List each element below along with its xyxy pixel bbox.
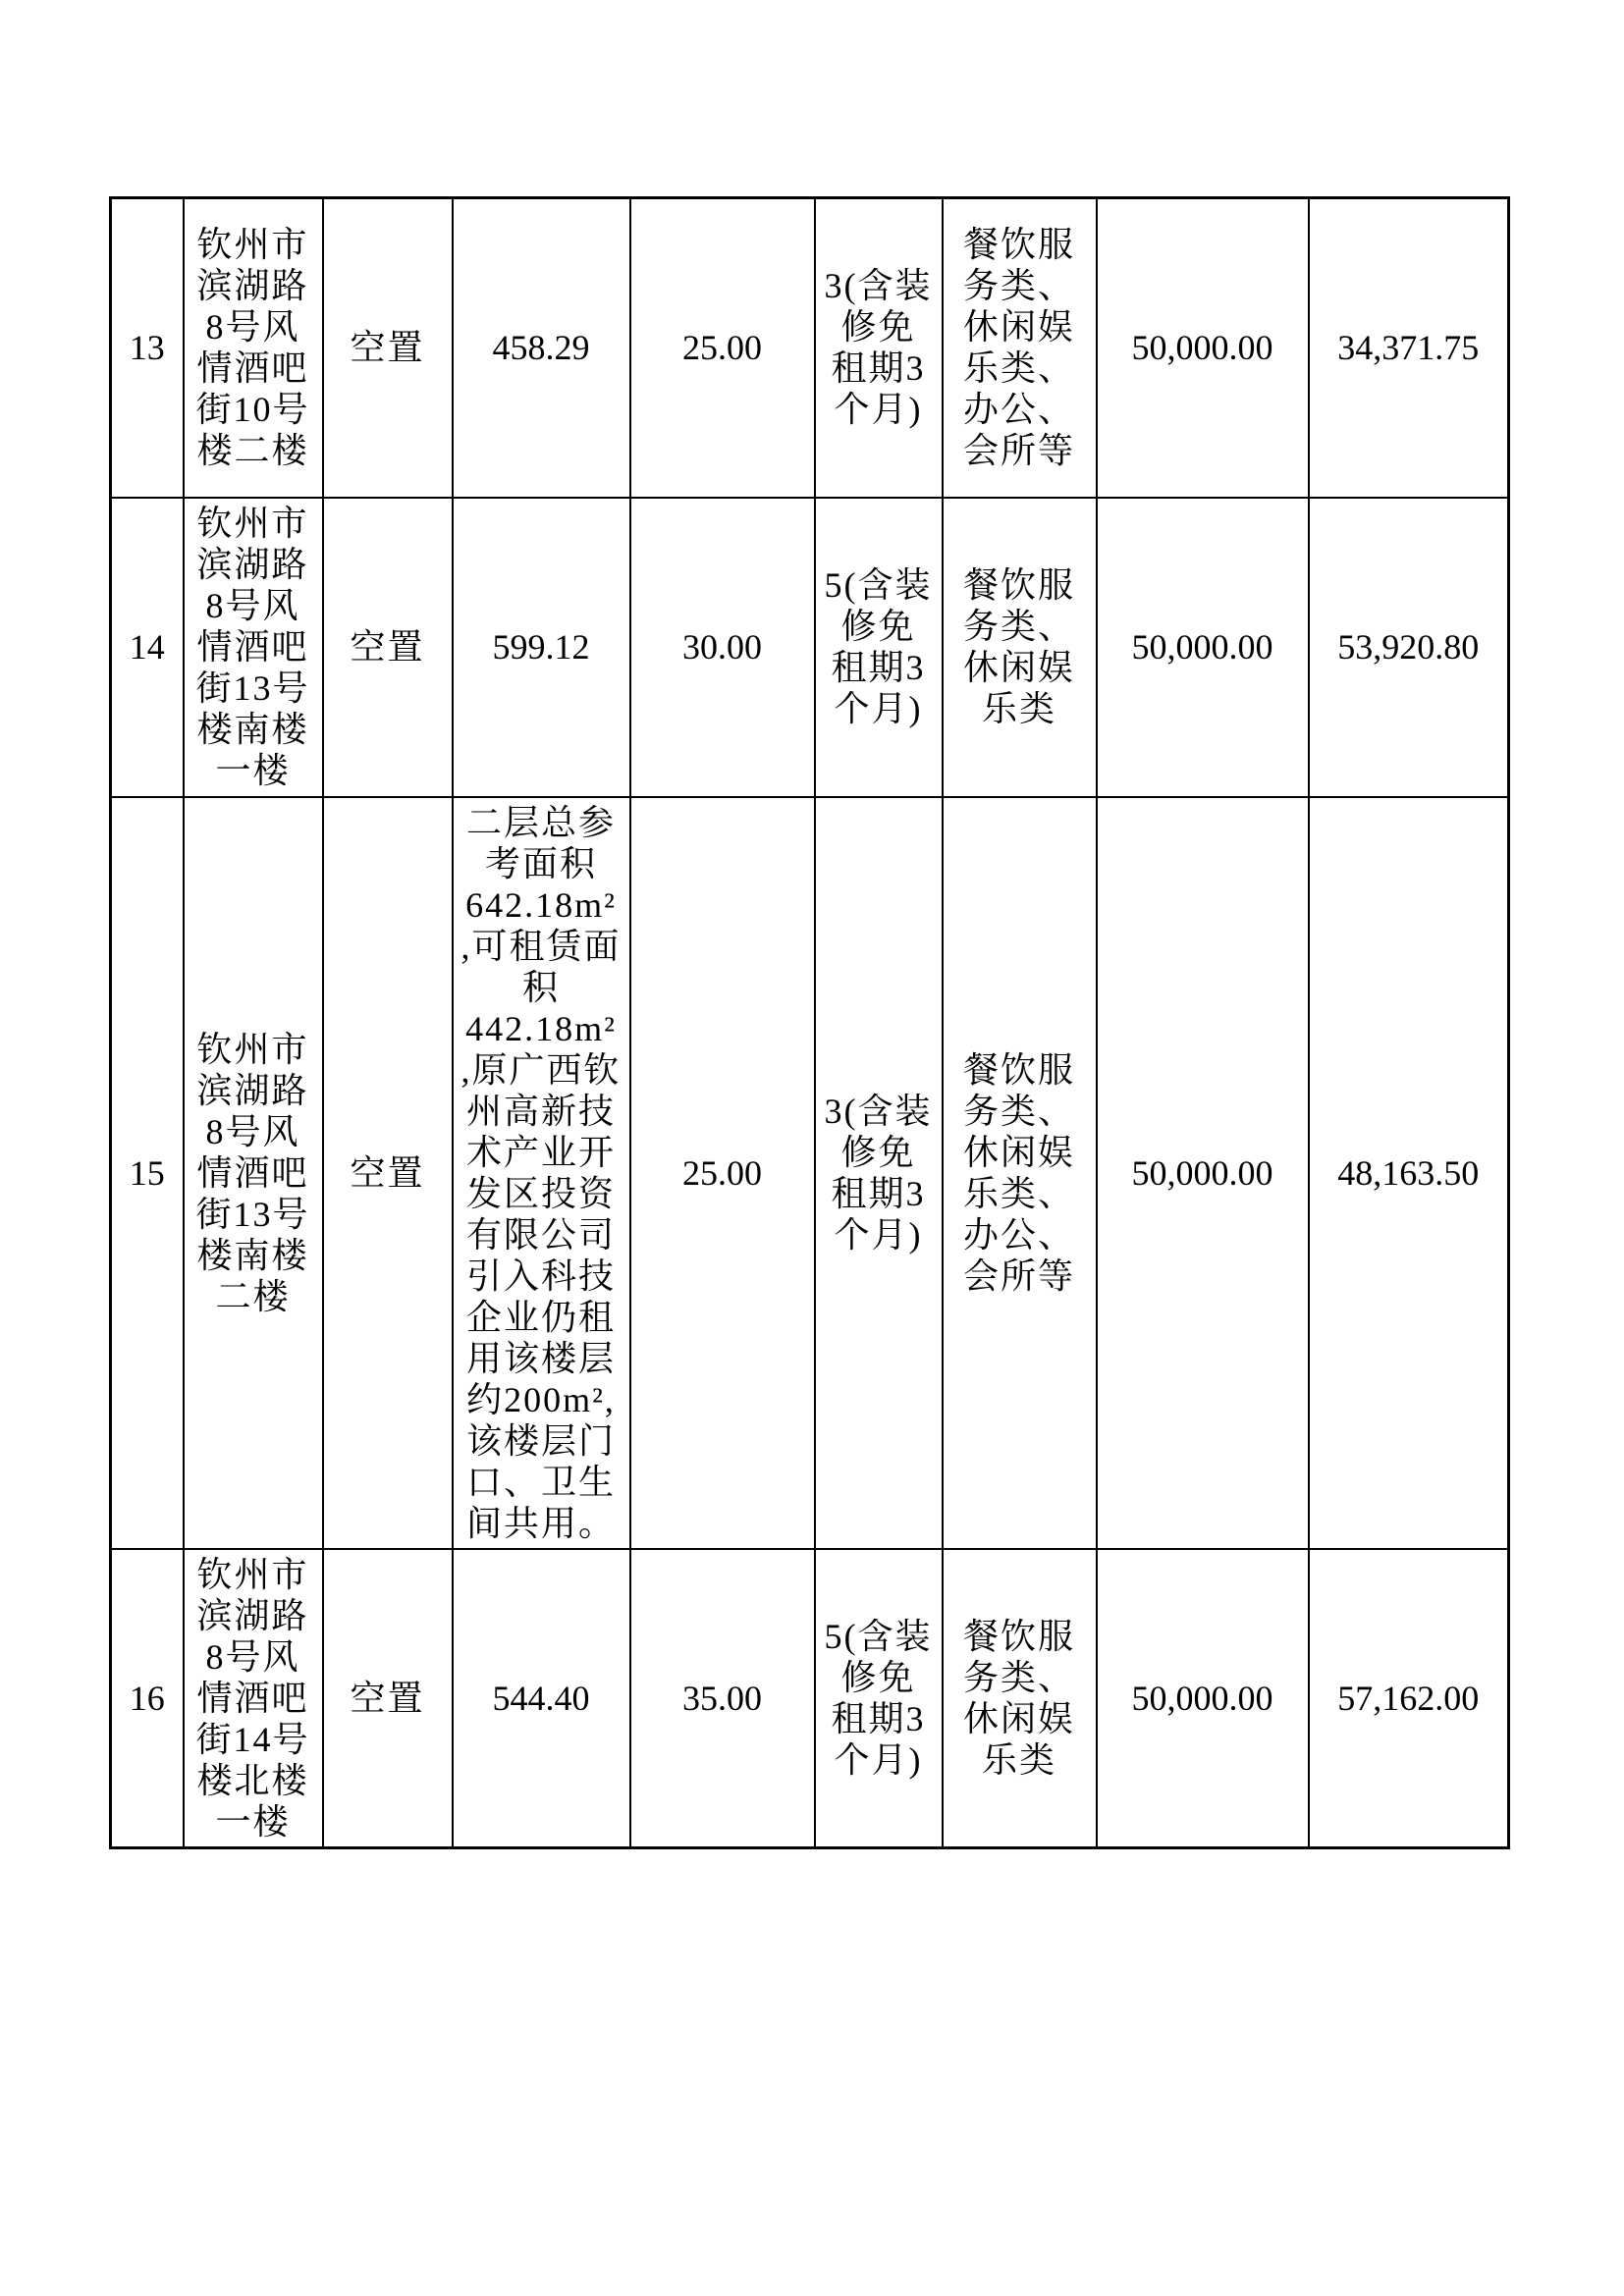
cell-address: 钦州市滨湖路8号风情酒吧街10号楼二楼 [184, 198, 323, 498]
cell-usage: 餐饮服务类、休闲娱乐类 [943, 498, 1097, 797]
cell-deposit: 50,000.00 [1097, 498, 1309, 797]
cell-amount: 57,162.00 [1309, 1549, 1509, 1848]
cell-status: 空置 [323, 797, 453, 1549]
cell-lease-term: 3(含装修免租期3个月) [815, 198, 943, 498]
cell-unit-price: 30.00 [630, 498, 815, 797]
cell-lease-term: 5(含装修免租期3个月) [815, 1549, 943, 1848]
table-row [111, 498, 1509, 797]
property-lease-table [109, 196, 1510, 1849]
cell-unit-price: 25.00 [630, 797, 815, 1549]
cell-area: 599.12 [453, 498, 630, 797]
cell-address: 钦州市滨湖路8号风情酒吧街13号楼南楼二楼 [184, 797, 323, 1549]
cell-usage: 餐饮服务类、休闲娱乐类、办公、会所等 [943, 198, 1097, 498]
cell-amount: 53,920.80 [1309, 498, 1509, 797]
cell-row-number: 13 [111, 198, 184, 498]
cell-row-number: 14 [111, 498, 184, 797]
cell-deposit: 50,000.00 [1097, 198, 1309, 498]
cell-usage: 餐饮服务类、休闲娱乐类 [943, 1549, 1097, 1848]
cell-status: 空置 [323, 1549, 453, 1848]
cell-lease-term: 3(含装修免租期3个月) [815, 797, 943, 1549]
cell-unit-price: 35.00 [630, 1549, 815, 1848]
cell-usage: 餐饮服务类、休闲娱乐类、办公、会所等 [943, 797, 1097, 1549]
cell-address: 钦州市滨湖路8号风情酒吧街13号楼南楼一楼 [184, 498, 323, 797]
table-row [111, 1549, 1509, 1848]
cell-area: 458.29 [453, 198, 630, 498]
table-row [111, 198, 1509, 498]
cell-deposit: 50,000.00 [1097, 1549, 1309, 1848]
cell-amount: 48,163.50 [1309, 797, 1509, 1549]
cell-row-number: 15 [111, 797, 184, 1549]
cell-area: 544.40 [453, 1549, 630, 1848]
cell-status: 空置 [323, 498, 453, 797]
cell-amount: 34,371.75 [1309, 198, 1509, 498]
cell-lease-term: 5(含装修免租期3个月) [815, 498, 943, 797]
table-row [111, 797, 1509, 1549]
cell-area-note: 二层总参考面积642.18m²,可租赁面积442.18m²,原广西钦州高新技术产业开发区投资有限公司引入科技企业仍租用该楼层约200m²,该楼层门口、卫生间共用。 [453, 797, 630, 1549]
cell-address: 钦州市滨湖路8号风情酒吧街14号楼北楼一楼 [184, 1549, 323, 1848]
cell-status: 空置 [323, 198, 453, 498]
cell-deposit: 50,000.00 [1097, 797, 1309, 1549]
cell-unit-price: 25.00 [630, 198, 815, 498]
cell-row-number: 16 [111, 1549, 184, 1848]
